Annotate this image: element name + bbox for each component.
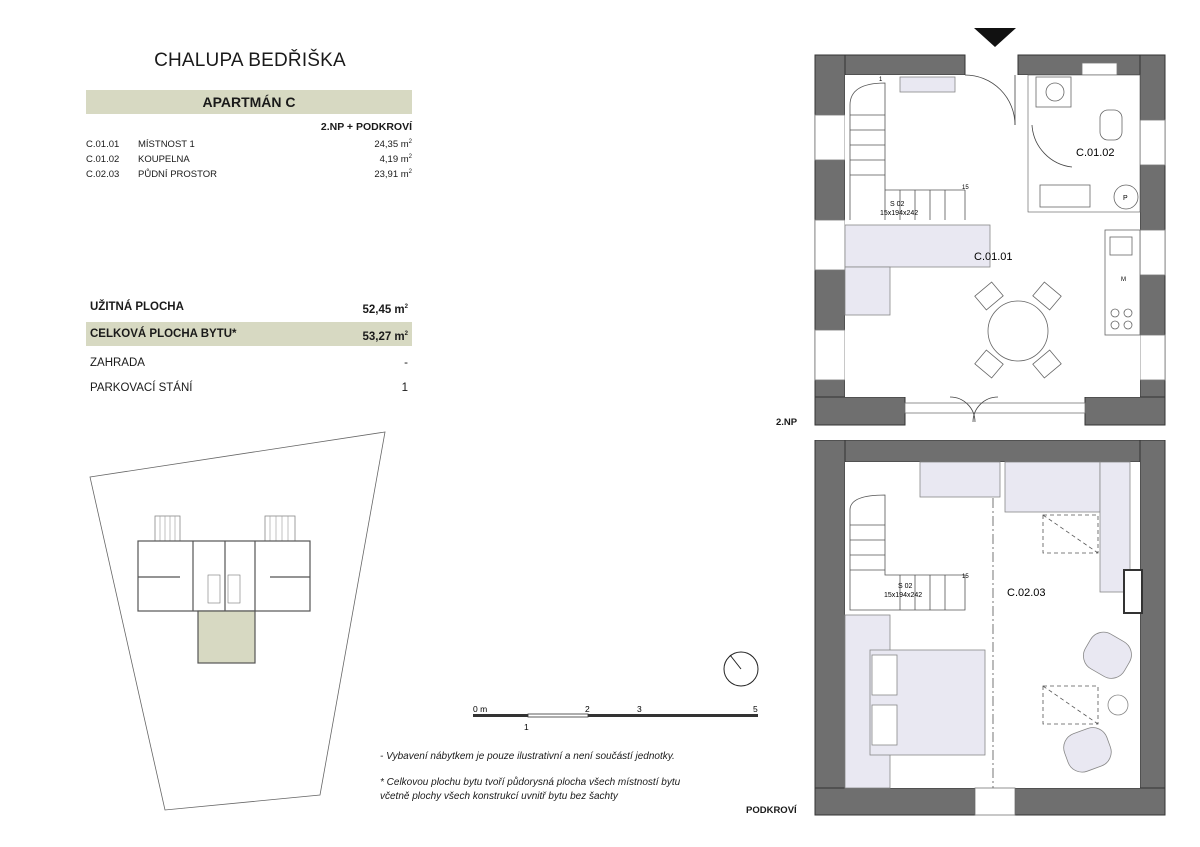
room-code: C.01.02 <box>86 154 120 165</box>
room-label: C.02.03 <box>1007 587 1046 599</box>
room-code: C.02.03 <box>86 169 120 180</box>
total-area-row <box>86 322 412 346</box>
level-label-attic: PODKROVÍ <box>746 805 797 816</box>
area-note-line1: * Celkovou plochu bytu tvoří půdorysná plocha všech místností bytu <box>380 777 681 788</box>
window <box>975 788 1015 815</box>
area-note-line2: včetně plochy všech konstrukcí uvnitř bytu bez šachty <box>380 791 618 802</box>
level-label-2np: 2.NP <box>776 417 798 428</box>
total-area-label: CELKOVÁ PLOCHA BYTU* <box>90 328 237 340</box>
garden-row <box>86 351 412 375</box>
scale-label: 5 <box>753 704 758 714</box>
parking-label: PARKOVACÍ STÁNÍ <box>90 382 193 394</box>
usable-area-label: UŽITNÁ PLOCHA <box>90 301 184 313</box>
garden-label: ZAHRADA <box>90 357 145 369</box>
room-area: 23,91 $m^2$ <box>374 169 412 181</box>
scale-label: 3 <box>637 704 642 714</box>
scale-bar <box>465 702 775 738</box>
floor-plan-2np <box>800 25 1180 435</box>
usable-area-row <box>86 295 412 319</box>
room-area: 24,35 $m^2$ <box>374 139 412 151</box>
room-name: MÍSTNOST 1 <box>138 139 195 150</box>
furniture-note: - Vybavení nábytkem je pouze ilustrativní a není součástí jednotky. <box>380 751 675 762</box>
shelf <box>900 77 955 92</box>
washer-letter: M <box>1121 277 1126 283</box>
building-footprint <box>138 516 310 663</box>
room-row <box>86 139 412 153</box>
room-name: KOUPELNA <box>138 154 190 165</box>
site-plan <box>80 425 400 825</box>
chimney <box>1124 570 1142 613</box>
parking-row <box>86 376 412 400</box>
scale-label: 0 m <box>473 704 488 714</box>
scale-label: 2 <box>585 704 590 714</box>
project-title: CHALUPA BEDŘIŠKA <box>154 50 346 71</box>
parking-value: 1 <box>401 382 408 394</box>
unit-title: APARTMÁN C <box>202 94 296 110</box>
room-row <box>86 169 412 183</box>
room-row <box>86 154 412 168</box>
usable-area-value: 52,45 $m^2$ <box>362 303 408 316</box>
stair-number: 15 <box>962 185 969 191</box>
toilet-letter: P <box>1123 195 1128 202</box>
unit-title-band <box>86 90 412 114</box>
stair-label: S 02 <box>890 201 905 208</box>
room-label: C.01.01 <box>974 251 1013 263</box>
room-code: C.01.01 <box>86 139 120 150</box>
stair-label: 15x194x242 <box>884 592 923 599</box>
floor-label: 2.NP + PODKROVÍ <box>320 121 412 133</box>
room-area: 4,19 $m^2$ <box>379 154 412 166</box>
stair-label: 15x194x242 <box>880 210 919 217</box>
room-name: PŮDNÍ PROSTOR <box>138 169 218 180</box>
scale-label: 1 <box>524 722 529 732</box>
garden-value: - <box>404 357 408 369</box>
north-arrow-icon <box>720 648 762 690</box>
stair-label: S 02 <box>898 583 913 590</box>
room-label: C.01.02 <box>1076 147 1115 159</box>
stair-number: 1 <box>879 77 883 83</box>
total-area-value: 53,27 $m^2$ <box>362 330 408 343</box>
stair-number: 15 <box>962 574 969 580</box>
entrance-arrow-icon <box>974 28 1016 47</box>
floor-plan-attic <box>800 440 1180 820</box>
